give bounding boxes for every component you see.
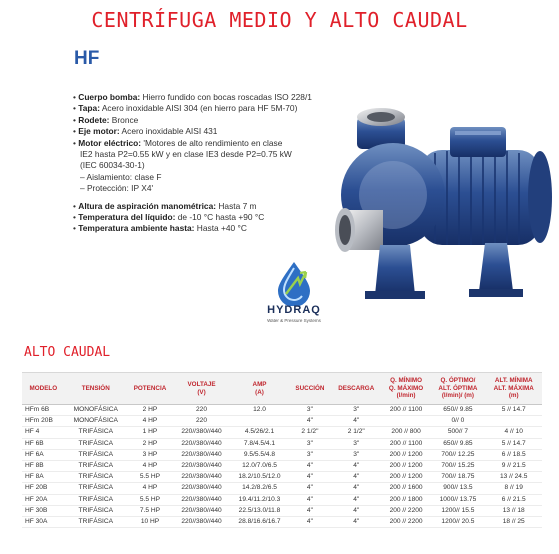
table-row [22, 461, 542, 472]
table-cell: 4" [289, 461, 331, 472]
water-drop-icon [254, 258, 334, 306]
table-row [22, 505, 542, 516]
table-cell: TRIFÁSICA [65, 483, 127, 494]
spec-line [73, 223, 373, 234]
table-cell: 200 // 1100 [382, 405, 431, 416]
table-row [22, 416, 542, 427]
table-cell: 220//380//440 [173, 427, 230, 438]
table-cell: 4" [289, 472, 331, 483]
table-cell: TRIFÁSICA [65, 517, 127, 528]
page-title: CENTRÍFUGA MEDIO Y ALTO CAUDAL [91, 8, 468, 32]
table-cell: 220//380//440 [173, 461, 230, 472]
table-row [22, 438, 542, 449]
table-cell: 6 // 18.5 [485, 449, 542, 460]
table-cell: HFm 20B [22, 416, 65, 427]
table-cell: 5 // 14.7 [485, 405, 542, 416]
table-cell: 8 // 19 [485, 483, 542, 494]
spec-label: Cuerpo bomba: [78, 92, 141, 102]
table-cell: TRIFÁSICA [65, 472, 127, 483]
table-cell: TRIFÁSICA [65, 427, 127, 438]
table-cell: HF 20B [22, 483, 65, 494]
table-cell [485, 416, 542, 427]
table-cell: 220//380//440 [173, 472, 230, 483]
table-cell: 1200// 15.5 [430, 505, 485, 516]
section-title: ALTO CAUDAL [24, 345, 111, 360]
specifications-table [22, 372, 542, 528]
spec-line [73, 212, 373, 223]
bullet-icon: • [73, 200, 79, 211]
table-cell: 22.5/13.0/11.8 [230, 505, 289, 516]
logo-tagline: Water & Pressure Systems [267, 318, 321, 323]
table-cell: 220//380//440 [173, 494, 230, 505]
table-cell: 220//380//440 [173, 505, 230, 516]
table-cell: 700// 12.25 [430, 449, 485, 460]
table-row [22, 427, 542, 438]
spec-line [73, 201, 373, 212]
hydraq-logo [254, 258, 334, 336]
table-cell: 0// 0 [430, 416, 485, 427]
table-cell: 5.5 HP [127, 494, 173, 505]
table-cell [230, 416, 289, 427]
bullet-icon: • [73, 212, 79, 223]
table-cell: HF 8A [22, 472, 65, 483]
spec-line [73, 172, 373, 183]
table-cell: 2 HP [127, 438, 173, 449]
table-cell: 4" [331, 483, 382, 494]
table-cell: 2 HP [127, 405, 173, 416]
table-cell: 200 // 1600 [382, 483, 431, 494]
table-cell: 18.2/10.5/12.0 [230, 472, 289, 483]
table-cell: HF 20A [22, 494, 65, 505]
table-cell: 200 // 1200 [382, 461, 431, 472]
table-cell: HF 4 [22, 427, 65, 438]
spec-value: Hierro fundido con bocas roscadas ISO 228/1 [140, 92, 312, 102]
spec-label: Eje motor: [78, 126, 120, 137]
table-cell: 3 HP [127, 449, 173, 460]
table-cell: 4" [289, 416, 331, 427]
table-cell: 5 // 14.7 [485, 438, 542, 449]
column-header: POTENCIA [127, 373, 173, 405]
spec-label: Motor eléctrico: [78, 137, 142, 148]
column-header: ALT. MÍNIMA ALT. MÁXIMA (m) [485, 373, 542, 405]
table-row [22, 483, 542, 494]
column-header: Q. MÍNIMO Q. MÁXIMO (l/min) [382, 373, 431, 405]
spec-value: Acero inoxidable AISI 431 [119, 126, 218, 137]
pump-image [335, 95, 555, 315]
table-row [22, 494, 542, 505]
table-cell: MONOFÁSICA [65, 405, 127, 416]
table-cell: 9.5/5.5/4.8 [230, 449, 289, 460]
table-cell: 3" [289, 405, 331, 416]
spec-label: Tapa: [78, 103, 100, 114]
column-header: MODELO [22, 373, 65, 405]
spec-value: (IEC 60034-30-1) [73, 160, 145, 171]
table-cell: 200 // 1800 [382, 494, 431, 505]
table-cell: 3" [331, 438, 382, 449]
spec-value: Acero inoxidable AISI 304 (en hierro para HF 5M-70) [99, 103, 298, 114]
table-cell: 220//380//440 [173, 483, 230, 494]
bullet-icon: • [73, 223, 79, 234]
table-cell: 12.0 [230, 405, 289, 416]
table-cell: 7.5 HP [127, 505, 173, 516]
table-cell: 700// 15.25 [430, 461, 485, 472]
table-cell: HF 30B [22, 505, 65, 516]
logo-brand-text: HYDRAQ [267, 304, 321, 316]
bullet-icon: • [73, 92, 79, 102]
table-cell: 700// 18.75 [430, 472, 485, 483]
spec-line [73, 149, 373, 160]
table-cell: HF 6A [22, 449, 65, 460]
table-cell: 14.2/8.2/6.5 [230, 483, 289, 494]
spec-value: – Aislamiento: clase F [73, 171, 162, 182]
table-cell: 12.0/7.0/6.5 [230, 461, 289, 472]
table-cell: 10 HP [127, 517, 173, 528]
table-cell: MONOFÁSICA [65, 416, 127, 427]
spec-line [73, 103, 373, 114]
table-cell: 4" [331, 517, 382, 528]
table-cell: 1 HP [127, 427, 173, 438]
spec-line [73, 183, 373, 194]
table-cell: 220//380//440 [173, 517, 230, 528]
table-cell: 500// 7 [430, 427, 485, 438]
table-cell: 18 // 25 [485, 517, 542, 528]
spec-value: – Protección: IP X4' [73, 183, 154, 194]
table-cell: 4" [331, 472, 382, 483]
table-cell: 1000// 13.75 [430, 494, 485, 505]
table-cell: 650// 9.85 [430, 405, 485, 416]
table-cell: 220//380//440 [173, 449, 230, 460]
spec-line [73, 160, 373, 171]
specifications-list [73, 92, 373, 235]
table-cell: 200 // 1200 [382, 449, 431, 460]
bullet-icon: • [73, 103, 79, 114]
table-cell: 4 HP [127, 416, 173, 427]
spec-value: Bronce [109, 114, 139, 125]
table-cell: TRIFÁSICA [65, 438, 127, 449]
table-cell: 28.8/16.6/16.7 [230, 517, 289, 528]
table-cell: 4" [331, 416, 382, 427]
bullet-icon: • [73, 137, 79, 148]
table-cell: HF 6B [22, 438, 65, 449]
table-cell: 3" [331, 449, 382, 460]
spec-value: IE2 hasta P2=0.55 kW y en clase IE3 desde P2=0.75 kW [73, 149, 292, 160]
table-cell: TRIFÁSICA [65, 505, 127, 516]
table-cell: 3" [331, 405, 382, 416]
spec-value: 'Motores de alto rendimiento en clase [141, 137, 283, 148]
table-row [22, 405, 542, 416]
table-cell [382, 416, 431, 427]
table-cell: 4" [331, 461, 382, 472]
spec-label: Temperatura ambiente hasta: [78, 223, 195, 234]
spec-value: Hasta 7 m [216, 200, 257, 211]
table-cell: 220 [173, 416, 230, 427]
column-header: AMP (A) [230, 373, 289, 405]
spec-value: Hasta +40 °C [194, 223, 247, 234]
table-cell: 200 // 1100 [382, 438, 431, 449]
table-cell: 200 // 2200 [382, 505, 431, 516]
table-cell: 4" [289, 517, 331, 528]
table-cell: 4" [289, 505, 331, 516]
table-cell: 650// 9.85 [430, 438, 485, 449]
table-cell: 220//380//440 [173, 438, 230, 449]
table-cell: 19.4/11.2/10.3 [230, 494, 289, 505]
table-cell: 9 // 21.5 [485, 461, 542, 472]
table-row [22, 517, 542, 528]
column-header: Q. ÓPTIMO/ ALT. ÓPTIMA (l/min)/ (m) [430, 373, 485, 405]
table-row [22, 472, 542, 483]
table-cell: 5.5 HP [127, 472, 173, 483]
column-header: DESCARGA [331, 373, 382, 405]
table-cell: HF 8B [22, 461, 65, 472]
spec-label: Rodete: [78, 114, 110, 125]
table-header-row [22, 373, 542, 405]
table-cell: 13 // 24.5 [485, 472, 542, 483]
table-cell: TRIFÁSICA [65, 494, 127, 505]
table-cell: 2 1/2" [289, 427, 331, 438]
spec-line [73, 126, 373, 137]
table-cell: 4 HP [127, 461, 173, 472]
table-cell: 4 HP [127, 483, 173, 494]
table-cell: 13 // 18 [485, 505, 542, 516]
table-cell: 1200// 20.5 [430, 517, 485, 528]
table-cell: 3" [289, 449, 331, 460]
table-cell: 6 // 21.5 [485, 494, 542, 505]
table-cell: 2 1/2" [331, 427, 382, 438]
table-cell: HFm 6B [22, 405, 65, 416]
table-cell: 200 // 800 [382, 427, 431, 438]
table-row [22, 449, 542, 460]
model-heading: HF [74, 48, 100, 69]
column-header: SUCCIÓN [289, 373, 331, 405]
table-cell: 4" [331, 505, 382, 516]
table-cell: 4" [289, 483, 331, 494]
spec-label: Altura de aspiración manométrica: [78, 200, 217, 211]
table-cell: 4" [331, 494, 382, 505]
table-cell: 220 [173, 405, 230, 416]
table-cell: 3" [289, 438, 331, 449]
table-cell: 900// 13.5 [430, 483, 485, 494]
spec-line [73, 115, 373, 126]
bullet-icon: • [73, 114, 79, 125]
bullet-icon: • [73, 126, 79, 137]
spec-line [73, 138, 373, 149]
table-cell: 4 // 10 [485, 427, 542, 438]
spec-line [73, 92, 373, 103]
column-header: VOLTAJE (V) [173, 373, 230, 405]
spec-value: de -10 °C hasta +90 °C [175, 212, 265, 223]
table-cell: TRIFÁSICA [65, 461, 127, 472]
table-cell: 4" [289, 494, 331, 505]
table-cell: HF 30A [22, 517, 65, 528]
table-cell: 200 // 1200 [382, 472, 431, 483]
table-cell: 200 // 2200 [382, 517, 431, 528]
table-cell: TRIFÁSICA [65, 449, 127, 460]
table-cell: 4.5/26/2.1 [230, 427, 289, 438]
spec-label: Temperatura del líquido: [78, 212, 176, 223]
table-cell: 7.8/4.5/4.1 [230, 438, 289, 449]
column-header: TENSIÓN [65, 373, 127, 405]
